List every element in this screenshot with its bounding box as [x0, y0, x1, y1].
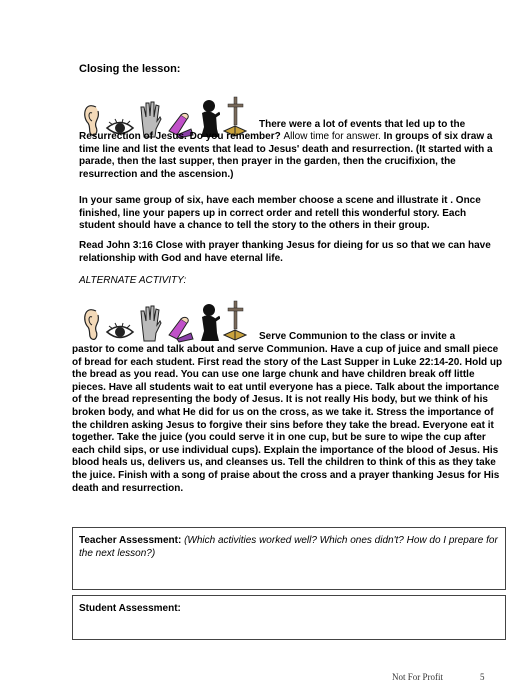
senses-icon-strip-2 [80, 299, 250, 343]
paragraph-communion: pastor to come and talk about and serve Communion. Have a cup of juice and small piece of bread for each student. First read the story of the Last Supper in Luke 22:14-20. Hold up the bread as you read. You can use one large chunk and have children break off little pieces. Have all students wait to eat until everyone has a piece. Talk about the importance of the bread representing the body of Jesus. It is not really His body, but we think of his broken body, and what He did for us on the cross, as we take it. Stress the importance of the children asking Jesus to forgive their sins before they take the bread. Everyone eat it together. Take the juice (you could serve it in one cup, but be sure to wipe the cup after each child sips, or use individual cups). Explain the importance of the blood of Jesus. His blood heals us, delivers us, and cleanses us. Tell the children to think of this as they take the juice. Finish with a song of praise about the cross and a prayer thanking Jesus for His death and resurrection. [72, 344, 503, 494]
student-assessment-label: Student Assessment: [79, 603, 181, 614]
teacher-assessment-text [79, 534, 499, 560]
footer-note: Not For Profit [392, 672, 444, 682]
p1-tail: In groups of six draw a time line and list the events that lead to Jesus' death and resurrection. (It started with a parade, then the last supper, then prayer in the garden, then the crucifixion, the resurrection and the ascension.) [79, 131, 493, 180]
paragraph-illustrate: In your same group of six, have each member choose a scene and illustrate it . Once finished, line your papers up in correct order and retell this wonderful story. Each student should have a chance to tell the story to the others in their group. [79, 195, 481, 232]
page-number: 5 [480, 672, 485, 682]
p1-teacher-note: Allow time for answer. [283, 131, 381, 142]
p1-rest: Resurrection of Jesus. Do you remember? [79, 131, 281, 142]
paragraph-read-john: Read John 3:16 Close with prayer thanking Jesus for dieing for us so that we can have relationship with God and have eternal life. [79, 240, 491, 264]
alternate-activity-label: ALTERNATE ACTIVITY: [79, 275, 187, 286]
paragraph-timeline [79, 131, 499, 181]
teacher-assessment-box[interactable] [72, 527, 506, 590]
hand-icon [138, 303, 162, 343]
praying-hands-icon [165, 313, 195, 343]
section-heading: Closing the lesson: [79, 63, 181, 75]
teacher-assessment-label: Teacher Assessment: [79, 535, 182, 546]
eye-icon [105, 321, 135, 343]
teacher-assessment-prompt: (Which activities worked well? Which ones didn't? How do I prepare for the next lesson?) [79, 535, 498, 559]
kneeling-child-icon [198, 303, 220, 343]
student-assessment-text [79, 602, 499, 615]
p1-lead-text: There were a lot of events that led up to the [259, 119, 466, 130]
student-assessment-box[interactable] [72, 595, 506, 640]
cross-bible-icon [223, 299, 247, 343]
ear-icon [80, 303, 102, 343]
p4-lead-text: Serve Communion to the class or invite a [259, 331, 456, 342]
